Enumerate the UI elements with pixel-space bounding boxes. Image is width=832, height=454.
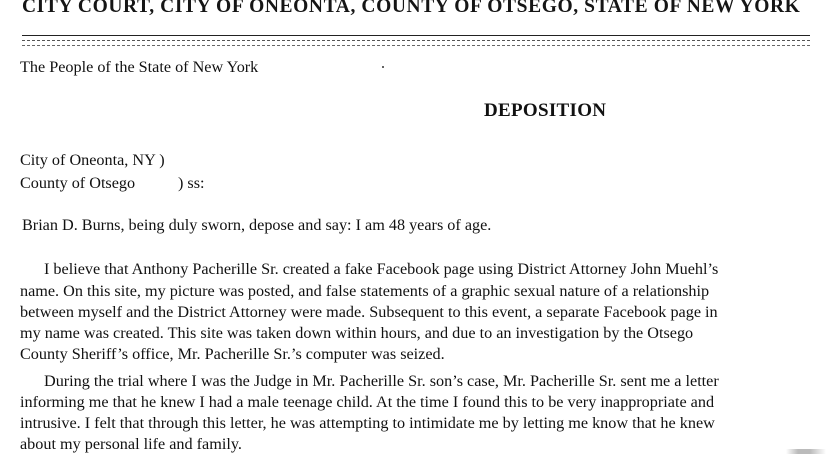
header-rule-dashed-2: [22, 45, 810, 46]
paragraph-1-line: I believe that Anthony Pacherille Sr. created a fake Facebook page using District Attorney John Muehl’s: [44, 260, 719, 278]
paragraph-2-line: about my personal life and family.: [20, 435, 242, 453]
case-caption: The People of the State of New York: [20, 58, 259, 76]
paragraph-1-line: my name was created. This site was taken down within hours, and due to an investigation by the Otsego: [20, 324, 694, 342]
paragraph-2-line: intrusive. I felt that through this letter, he was attempting to intimidate me by letting me know that he knew: [20, 414, 715, 432]
scan-artifact: [786, 449, 826, 454]
sworn-statement: Brian D. Burns, being duly sworn, depose and say: I am 48 years of age.: [22, 216, 492, 234]
venue-county-line: [20, 173, 205, 193]
paragraph-1-line: between myself and the District Attorney were made. Subsequent to this event, a separate Facebook page in: [20, 303, 718, 321]
venue-county: County of Otsego: [20, 174, 136, 192]
venue-ss: ) ss:: [178, 174, 205, 192]
paragraph-2-line: During the trial where I was the Judge in Mr. Pacherille Sr. son’s case, Mr. Pacherille Sr. sent me a letter: [44, 372, 719, 390]
paragraph-2-line: informing me that he knew I had a male teenage child. At the time I found this to be very inappropriate and: [20, 393, 715, 411]
paragraph-1-line: County Sheriff’s office, Mr. Pacherille Sr.’s computer was seized.: [20, 345, 445, 363]
scan-speck: [382, 66, 384, 68]
venue-city: City of Oneonta, NY ): [20, 151, 165, 169]
paragraph-1-line: name. On this site, my picture was posted, and false statements of a graphic sexual nature of a relationship: [20, 282, 710, 300]
document-title: DEPOSITION: [484, 100, 607, 121]
header-rule-dashed: [22, 40, 810, 41]
header-rule: [22, 35, 810, 36]
court-header: CITY COURT, CITY OF ONEONTA, COUNTY OF OTSEGO, STATE OF NEW YORK: [22, 0, 801, 17]
